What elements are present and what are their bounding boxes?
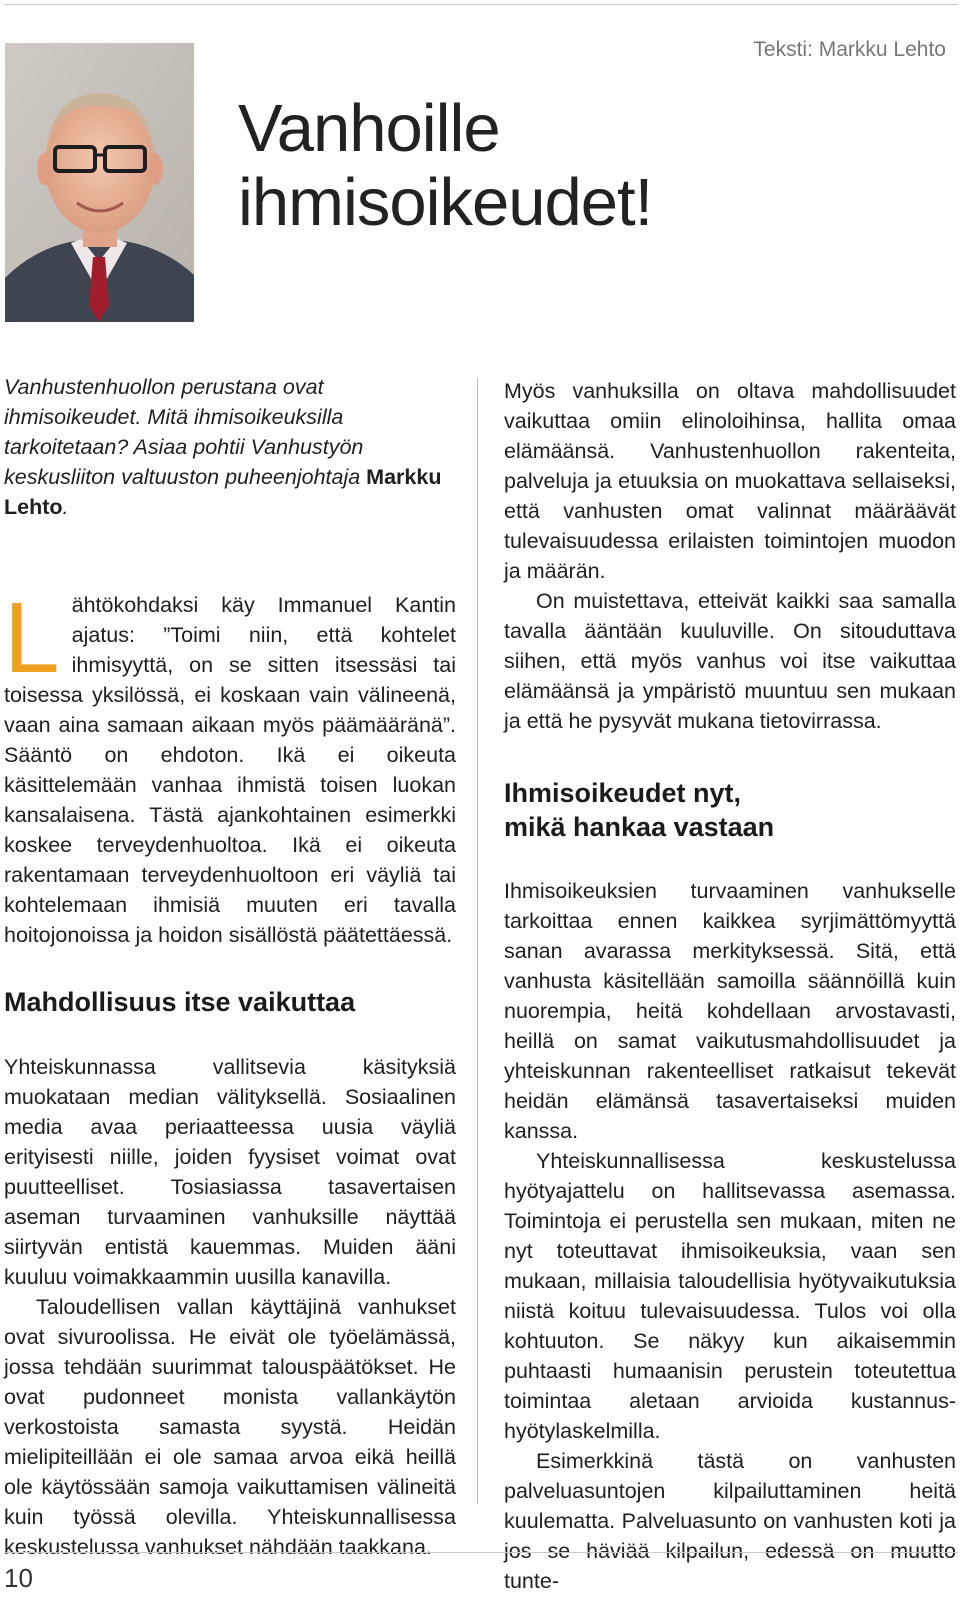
body-paragraph: Myös vanhuksilla on oltava mahdollisuudet vaikuttaa omiin elinoloihinsa, hallita omaa elämäänsä. Vanhustenhuollon rakenteita, palveluja ja etuuksia on muokattava sellaiseksi, että vanhusten omat valinnat määräävät tulevaisuudessa erilaisten toimintojen muodon ja määrän. <box>504 379 956 583</box>
body-paragraph: Yhteiskunnassa vallitsevia käsityksiä muokataan median välityksellä. Sosiaalinen media avaa periaatteessa uusia väyliä erityisesti niille, joiden fyysiset voimat ovat puutteelliset. Tosiasiassa tasavertaisen aseman turvaaminen vanhuksille näyttää siirtyvän entistä kauemmas. Muiden ääni kuuluu voimakkaammin uusilla kanavilla. <box>4 1055 456 1289</box>
bottom-rule <box>4 1552 958 1553</box>
page-number: 10 <box>4 1563 33 1593</box>
body-paragraph: On muistettava, etteivät kaikki saa samalla tavalla ääntään kuuluville. On sitouduttava siihen, että myös vanhus voi itse vaikuttaa elämäänsä ja ympäristö muuntuu sen mukaan ja että he pysyvät mukana tietovirrassa. <box>504 589 956 733</box>
intro-paragraph <box>4 582 456 950</box>
author-photo <box>5 43 194 322</box>
lead-end: . <box>62 495 69 519</box>
byline: Teksti: Markku Lehto <box>753 38 946 61</box>
intro-text: ähtökohdaksi käy Immanuel Kantin ajatus: ”Toimi niin, että kohtelet ihmisyyttä, on se sitten itsessäsi tai toisessa yksilössä, ei koskaan vain välineenä, vaan aina samaan aikaan myös päämääränä”. Sääntö on ehdoton. Ikä ei oikeuta käsittelemään vanhaa ihmistä toisen luokan kansalaisena. Tästä ajankohtainen esimerkki koskee terveydenhuoltoa. Ikä ei oikeuta rakentamaan terveydenhuoltoon eri väyliä tai kohtelemaan ihmisiä muuten eri tavalla hoitojonoissa ja hoidon sisällöstä päätettäessä. <box>4 593 456 947</box>
subheading-right-line-1: Ihmisoikeudet nyt, <box>504 778 742 808</box>
subheading-right <box>504 776 956 844</box>
body-paragraph: Taloudellisen vallan käyttäjinä vanhukset ovat sivuroolissa. He eivät ole työelämässä, jossa tehdään suurimmat talouspäätökset. He ovat pudonneet monista vallankäytön verkostoista samasta syystä. Heidän mielipiteillään ei ole samaa arvoa eikä heillä ole käytössään samoja vaikuttamisen välineitä kuin työssä olevilla. Yhteiskunnallisessa keskustelussa vanhukset nähdään taakkana. <box>4 1295 456 1559</box>
right-column <box>504 376 956 1596</box>
subheading-right-line-2: mikä hankaa vastaan <box>504 812 775 842</box>
article-title <box>238 92 652 240</box>
body-paragraph: Esimerkkinä tästä on vanhusten palveluasuntojen kilpailuttaminen heitä kuulematta. Palveluasunto on vanhusten koti ja jos se häviää kilpailun, edessä on muutto tunte- <box>504 1449 956 1593</box>
lead-text: Vanhustenhuollon perustana ovat ihmisoikeudet. Mitä ihmisoikeuksilla tarkoitetaan? Asiaa pohtii Vanhustyön keskusliiton valtuuston puheenjohtaja <box>4 375 367 489</box>
title-line-2: ihmisoikeudet! <box>238 165 653 240</box>
body-paragraph: Yhteiskunnallisessa keskustelussa hyötyajattelu on hallitsevassa asemassa. Toimintoja ei perustella sen mukaan, miten ne nyt toteuttavat ihmisoikeuksia, vaan sen mukaan, millaisia taloudellisia hyötyvaikutuksia niistä koituu tulevaisuudessa. Tulos voi olla kohtuuton. Se näkyy kun aikaisemmin puhtaasti humaanisin perustein toteutettua toimintaa aletaan arvioida kustannus-hyötylaskelmilla. <box>504 1149 956 1443</box>
top-rule <box>4 4 958 5</box>
author-name: Markku Lehto <box>4 465 442 519</box>
subheading-left: Mahdollisuus itse vaikuttaa <box>4 987 356 1017</box>
body-paragraph: Ihmisoikeuksien turvaaminen vanhukselle tarkoittaa ennen kaikkea syrjimättömyyttä sanan avarassa merkityksessä. Sitä, että vanhusta käsitellään samoilla säännöillä kuin nuorempia, heitä kohdellaan arvostavasti, heillä on samat vaikutusmahdollisuudet ja yhteiskunnan rakenteelliset ratkaisut tekevät heidän elämänsä tasavertaiseksi muiden kanssa. <box>504 879 956 1143</box>
drop-cap: L <box>4 582 60 694</box>
column-divider <box>477 378 478 1504</box>
left-column <box>4 372 456 1562</box>
lead-paragraph <box>4 372 456 522</box>
title-line-1: Vanhoille <box>238 91 500 166</box>
